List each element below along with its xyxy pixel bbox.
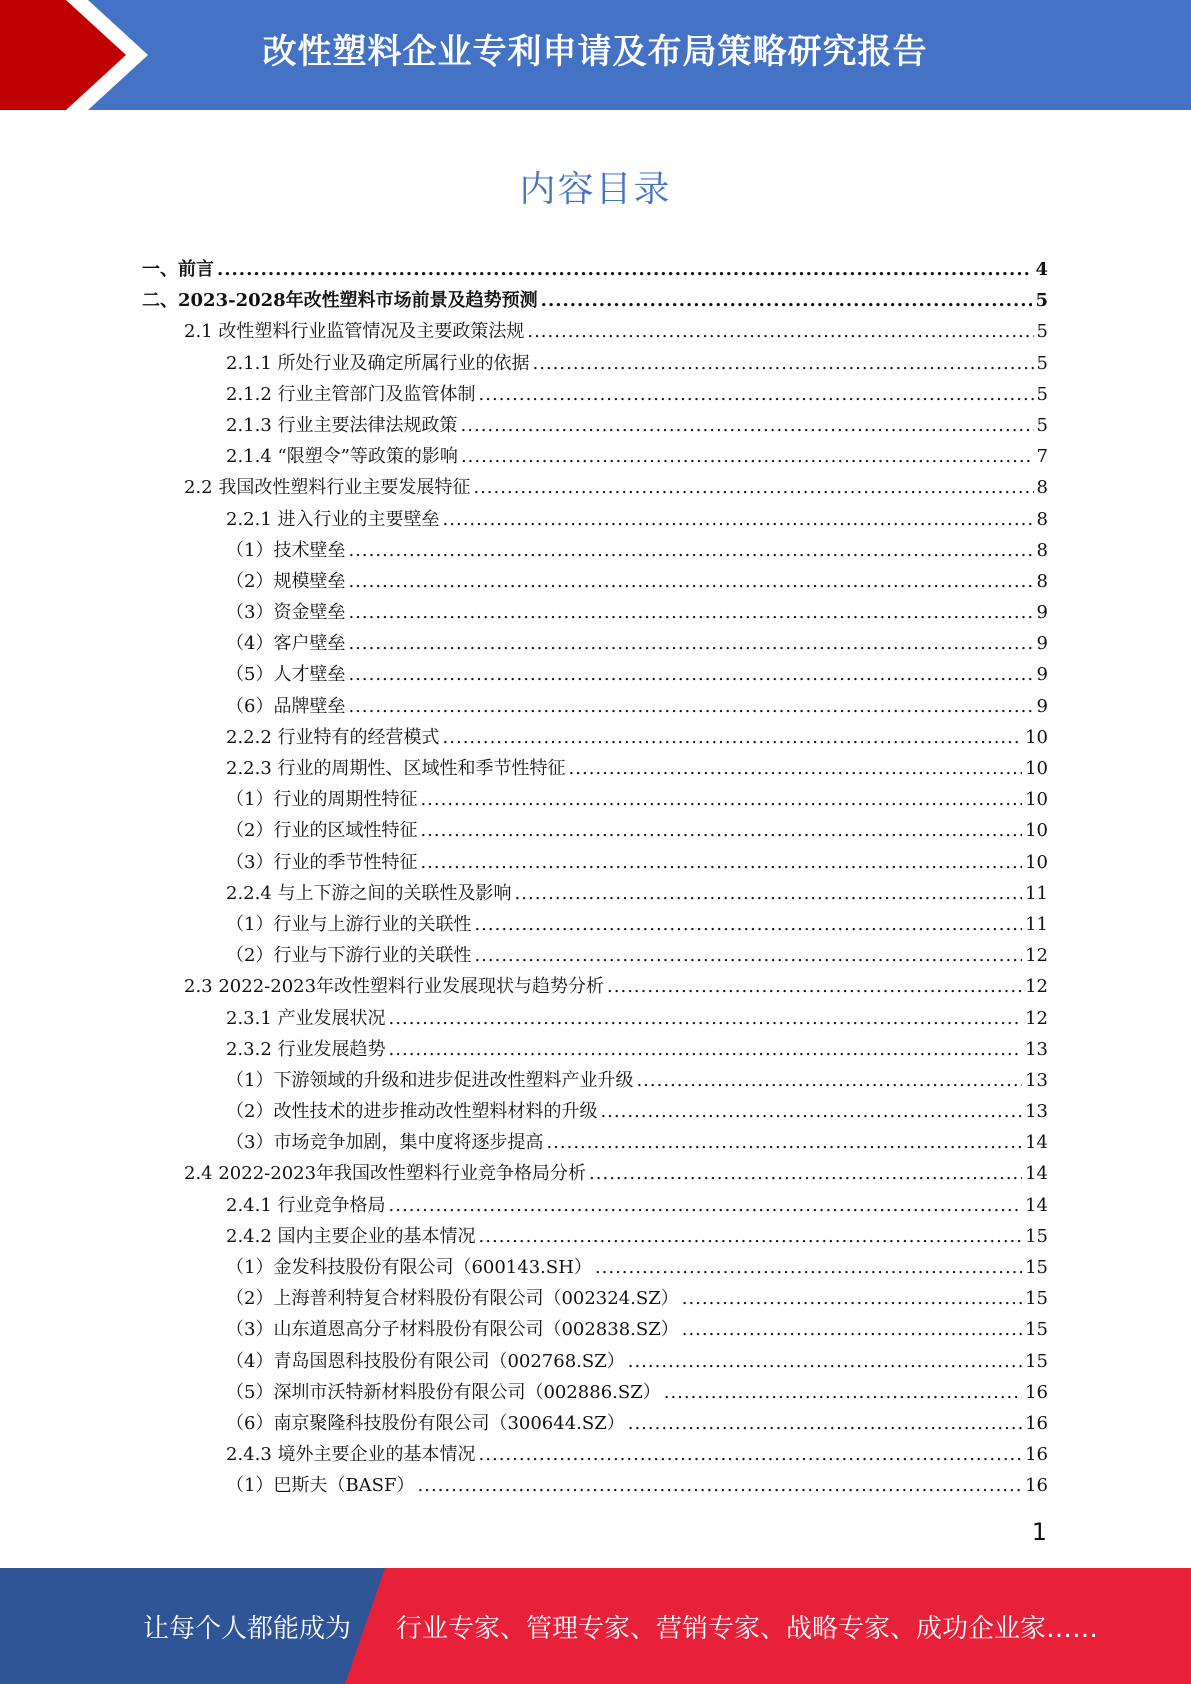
toc-entry[interactable] [142, 566, 1048, 597]
toc-entry-title: 2.3 2022-2023年改性塑料行业发展现状与趋势分析 [184, 976, 605, 998]
toc-entry-page: 16 [1025, 1475, 1048, 1497]
toc-dot-leader [418, 1470, 1023, 1501]
toc-entry[interactable] [142, 878, 1048, 909]
toc-entry-page: 16 [1025, 1381, 1048, 1403]
toc-entry[interactable] [142, 940, 1048, 971]
footer-slogan-left: 让每个人都能成为 [143, 1614, 352, 1644]
toc-entry-title: 二、2023-2028年改性塑料市场前景及趋势预测 [142, 290, 538, 312]
toc-entry-page: 13 [1025, 1038, 1048, 1060]
toc-dot-leader [389, 1190, 1023, 1221]
toc-dot-leader [628, 1408, 1022, 1439]
toc-dot-leader [515, 878, 1023, 909]
toc-entry-page: 9 [1036, 664, 1048, 686]
toc-entry[interactable] [142, 535, 1048, 566]
toc-entry-page: 15 [1025, 1288, 1048, 1310]
toc-entry-page: 16 [1025, 1412, 1048, 1434]
toc-entry-page: 5 [1035, 290, 1048, 312]
toc-entry-title: 2.2.4 与上下游之间的关联性及影响 [226, 882, 512, 904]
footer-slogan-right: 行业专家、管理专家、营销专家、战略专家、成功企业家…… [396, 1614, 1099, 1644]
toc-dot-leader [527, 316, 1033, 347]
toc-entry-page: 4 [1035, 259, 1048, 280]
toc-entry-title: （5）人才壁垒 [226, 664, 346, 686]
toc-entry-page: 8 [1036, 539, 1048, 561]
toc-entry-page: 10 [1025, 789, 1048, 811]
toc-entry-title: 2.1.3 行业主要法律法规政策 [226, 414, 458, 436]
toc-dot-leader [474, 940, 1022, 971]
toc-dot-leader [348, 659, 1033, 690]
toc-entry-title: （1）巴斯夫（BASF） [226, 1475, 415, 1497]
toc-entry-title: （3）资金壁垒 [226, 602, 346, 624]
toc-entry-page: 14 [1025, 1194, 1048, 1216]
toc-dot-leader [474, 909, 1022, 940]
toc-entry-page: 10 [1025, 726, 1048, 748]
toc-entry-page: 8 [1036, 477, 1048, 499]
toc-entry-page: 10 [1025, 851, 1048, 873]
toc-entry-title: 2.1.1 所处行业及确定所属行业的依据 [226, 352, 530, 374]
toc-entry-page: 14 [1025, 1132, 1048, 1154]
toc-dot-leader [595, 1252, 1022, 1283]
toc-entry-page: 9 [1036, 602, 1048, 624]
toc-entry[interactable] [142, 1221, 1048, 1252]
toc-entry-title: 2.2 我国改性塑料行业主要发展特征 [184, 477, 471, 499]
toc-dot-leader [348, 566, 1033, 597]
toc-entry-title: （2）行业与下游行业的关联性 [226, 945, 472, 967]
toc-dot-leader [217, 254, 1032, 285]
toc-entry-title: 一、前言 [142, 259, 214, 280]
toc-entry-title: （2）上海普利特复合材料股份有限公司（002324.SZ） [226, 1288, 679, 1310]
toc-dot-leader [473, 472, 1033, 503]
toc-entry-title: 2.1 改性塑料行业监管情况及主要政策法规 [184, 321, 525, 343]
toc-entry[interactable] [142, 691, 1048, 722]
page-footer [0, 1568, 1191, 1684]
toc-entry[interactable] [142, 1470, 1048, 1501]
toc-entry-page: 15 [1025, 1225, 1048, 1247]
toc-entry-title: （6）品牌壁垒 [226, 695, 346, 717]
toc-dot-leader [389, 1034, 1023, 1065]
toc-entry-title: 2.2.1 进入行业的主要壁垒 [226, 508, 440, 530]
toc-entry-page: 15 [1025, 1350, 1048, 1372]
toc-entry[interactable] [142, 1283, 1048, 1314]
toc-entry-page: 9 [1036, 633, 1048, 655]
report-title: 改性塑料企业专利申请及布局策略研究报告 [262, 32, 928, 72]
toc-heading: 内容目录 [519, 169, 672, 210]
toc-dot-leader [628, 1346, 1022, 1377]
toc-entry[interactable] [142, 1439, 1048, 1470]
toc-entry-title: （1）技术壁垒 [226, 539, 346, 561]
toc-entry-page: 8 [1036, 508, 1048, 530]
toc-entry-title: （4）客户壁垒 [226, 633, 346, 655]
toc-entry-page: 12 [1025, 945, 1048, 967]
toc-entry-title: （2）规模壁垒 [226, 570, 346, 592]
toc-dot-leader [664, 1377, 1022, 1408]
toc-dot-leader [461, 441, 1034, 472]
toc-entry-page: 15 [1025, 1319, 1048, 1341]
toc-dot-leader [569, 753, 1023, 784]
toc-entry-page: 10 [1025, 758, 1048, 779]
toc-entry[interactable] [142, 1190, 1048, 1221]
toc-entry-page: 10 [1025, 820, 1048, 842]
toc-entry-page: 5 [1036, 383, 1048, 405]
toc-entry[interactable] [142, 1314, 1048, 1345]
toc-entry-title: 2.4.1 行业竞争格局 [226, 1194, 386, 1216]
toc-dot-leader [389, 1003, 1023, 1034]
toc-entry-page: 13 [1025, 1101, 1048, 1123]
toc-entry-page: 12 [1025, 1007, 1048, 1029]
toc-entry-title: （3）行业的季节性特征 [226, 851, 418, 873]
toc-entry-title: 2.2.3 行业的周期性、区域性和季节性特征 [226, 758, 566, 779]
toc-entry[interactable] [142, 1346, 1048, 1377]
toc-dot-leader [420, 847, 1022, 878]
toc-entry[interactable] [142, 1377, 1048, 1408]
toc-entry[interactable] [142, 847, 1048, 878]
toc-dot-leader [541, 285, 1033, 316]
toc-entry[interactable] [142, 1127, 1048, 1158]
page-header [0, 0, 1191, 110]
toc-entry[interactable] [142, 815, 1048, 846]
toc-dot-leader [636, 1065, 1022, 1096]
toc-entry-title: （3）市场竞争加剧，集中度将逐步提高 [226, 1132, 544, 1154]
toc-entry-title: 2.4.3 境外主要企业的基本情况 [226, 1444, 476, 1466]
toc-entry-title: 2.4.2 国内主要企业的基本情况 [226, 1225, 476, 1247]
toc-entry[interactable] [142, 472, 1048, 503]
toc-entry-page: 14 [1025, 1163, 1048, 1185]
toc-entry-page: 8 [1036, 570, 1048, 592]
toc-entry[interactable] [142, 1096, 1048, 1127]
toc-dot-leader [420, 784, 1022, 815]
toc-entry-title: 2.1.2 行业主管部门及监管体制 [226, 383, 476, 405]
toc-entry[interactable] [142, 504, 1048, 535]
toc-entry-title: 2.4 2022-2023年我国改性塑料行业竞争格局分析 [184, 1163, 587, 1185]
toc-entry-page: 11 [1025, 882, 1048, 904]
toc-entry-page: 5 [1036, 352, 1048, 374]
toc-entry[interactable] [142, 1065, 1048, 1096]
toc-entry-page: 7 [1036, 446, 1048, 468]
toc-dot-leader [348, 597, 1033, 628]
toc-entry[interactable] [142, 784, 1048, 815]
toc-entry-title: （1）行业与上游行业的关联性 [226, 913, 472, 935]
toc-entry-title: 2.3.2 行业发展趋势 [226, 1038, 386, 1060]
toc-dot-leader [348, 691, 1033, 722]
toc-dot-leader [600, 1096, 1022, 1127]
toc-entry-title: 2.2.2 行业特有的经营模式 [226, 726, 440, 748]
toc-entry[interactable] [142, 1034, 1048, 1065]
toc-entry[interactable] [142, 285, 1048, 316]
toc-entry-page: 5 [1036, 321, 1048, 343]
toc-entry-page: 5 [1036, 414, 1048, 436]
toc-entry-title: （1）下游领域的升级和进步促进改性塑料产业升级 [226, 1069, 634, 1091]
toc-dot-leader [348, 628, 1033, 659]
toc-entry-title: 2.3.1 产业发展状况 [226, 1007, 386, 1029]
toc-dot-leader [682, 1283, 1022, 1314]
toc-dot-leader [533, 348, 1034, 379]
toc-dot-leader [479, 1439, 1023, 1470]
toc-dot-leader [479, 1221, 1023, 1252]
toc-dot-leader [546, 1127, 1022, 1158]
toc-dot-leader [589, 1158, 1022, 1189]
toc-entry-title: （3）山东道恩高分子材料股份有限公司（002838.SZ） [226, 1319, 679, 1341]
table-of-contents [142, 254, 1048, 1502]
toc-entry[interactable] [142, 971, 1048, 1002]
toc-entry[interactable] [142, 628, 1048, 659]
toc-entry-title: （1）金发科技股份有限公司（600143.SH） [226, 1257, 592, 1278]
toc-entry[interactable] [142, 909, 1048, 940]
page-number: 1 [1031, 1518, 1047, 1546]
toc-entry-title: （6）南京聚隆科技股份有限公司（300644.SZ） [226, 1412, 625, 1434]
toc-entry-page: 13 [1025, 1069, 1048, 1091]
toc-entry[interactable] [142, 1158, 1048, 1189]
toc-entry[interactable] [142, 316, 1048, 347]
toc-entry[interactable] [142, 659, 1048, 690]
toc-entry[interactable] [142, 1252, 1048, 1283]
toc-dot-leader [607, 971, 1022, 1002]
toc-entry-title: （5）深圳市沃特新材料股份有限公司（002886.SZ） [226, 1381, 661, 1403]
toc-entry-page: 11 [1025, 913, 1048, 935]
toc-entry[interactable] [142, 441, 1048, 472]
toc-dot-leader [443, 722, 1023, 753]
toc-dot-leader [479, 379, 1034, 410]
toc-entry-page: 9 [1036, 695, 1048, 717]
toc-entry[interactable] [142, 410, 1048, 441]
toc-dot-leader [420, 815, 1022, 846]
toc-entry-title: （2）行业的区域性特征 [226, 820, 418, 842]
toc-entry-title: 2.1.4 “限塑令”等政策的影响 [226, 446, 458, 468]
toc-dot-leader [348, 535, 1033, 566]
toc-entry-title: （2）改性技术的进步推动改性塑料材料的升级 [226, 1101, 598, 1123]
toc-entry[interactable] [142, 597, 1048, 628]
toc-entry-page: 12 [1025, 976, 1048, 998]
toc-entry-title: （4）青岛国恩科技股份有限公司（002768.SZ） [226, 1350, 625, 1372]
toc-entry-page: 16 [1025, 1444, 1048, 1466]
toc-dot-leader [461, 410, 1034, 441]
toc-entry[interactable] [142, 753, 1048, 784]
toc-entry[interactable] [142, 254, 1048, 285]
toc-dot-leader [443, 504, 1034, 535]
toc-entry-title: （1）行业的周期性特征 [226, 789, 418, 811]
toc-entry[interactable] [142, 1408, 1048, 1439]
toc-entry[interactable] [142, 348, 1048, 379]
toc-entry-page: 15 [1025, 1257, 1048, 1278]
toc-entry[interactable] [142, 379, 1048, 410]
toc-entry[interactable] [142, 722, 1048, 753]
toc-dot-leader [682, 1314, 1022, 1345]
toc-entry[interactable] [142, 1003, 1048, 1034]
